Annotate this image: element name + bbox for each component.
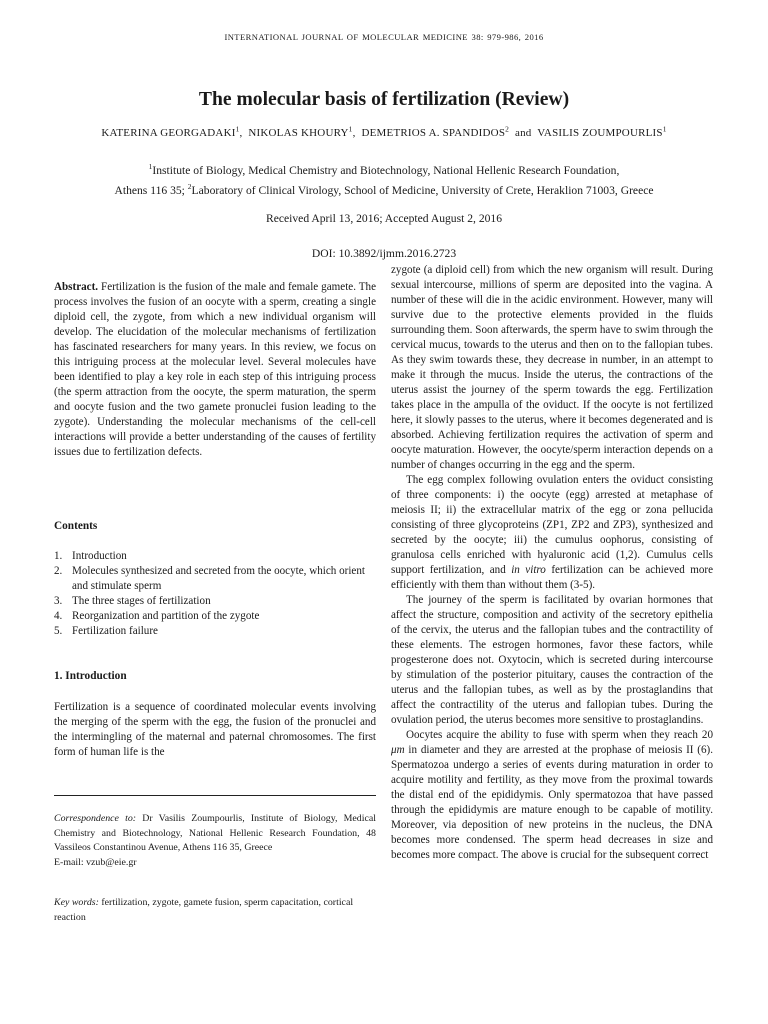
author-name: NIKOLAS KHOURY xyxy=(248,127,349,139)
author-list: KATERINA GEORGADAKI$^1$, NIKOLAS KHOURY$^1$, DEMETRIOS A. SPANDIDOS$^2$ and VASILIS ZOUMPOURLIS$^1$ xyxy=(101,124,667,139)
contents-item: 3. The three stages of fertilization xyxy=(54,595,211,607)
correspondence-text: Dr Vasilis Zoumpourlis, Institute of Biology, Medical Chemistry and Biotechnology, National Hellenic Research Foundation, 48 Vassileos Constantinou Avenue, Athens 116 35, Greece xyxy=(54,813,376,854)
affiliation-1: Institute of Biology, Medical Chemistry and Biotechnology, National Hellenic Research Foundation, xyxy=(152,164,620,177)
running-head: INTERNATIONAL JOURNAL OF MOLECULAR MEDICINE 38: 979-986, 2016 xyxy=(224,32,544,42)
author-affiliation-mark: 1 xyxy=(348,124,353,134)
affiliations xyxy=(0,161,768,201)
body-right-column xyxy=(391,263,713,863)
author-affiliation-mark: 1 xyxy=(235,124,240,134)
keywords-label: Key words: xyxy=(54,897,99,908)
author-conjunction: and xyxy=(515,127,532,139)
body-paragraph: The egg complex following ovulation enters the oviduct consisting of three components: i) the oocyte (egg) arrested at metaphase of meiosis II; ii) the extracellular matrix of the egg or zona pellucida consisting of three glycoproteins (ZP1, ZP2 and ZP3), synthesized and secreted by the oocyte; iii) the cumulus oophorus, consisting of granulosa cells enriched with hyaluronic acid (1,2). Cumulus cells support fertilization, and in vitro fertilization can be achieved more efficiently with them than without them (3-5). xyxy=(391,474,713,591)
author-affiliation-mark: 1 xyxy=(662,124,667,134)
contents-item: 5. Fertilization failure xyxy=(54,625,158,637)
author-name: KATERINA GEORGADAKI xyxy=(101,127,236,139)
affiliation-mark: 2 xyxy=(187,182,192,192)
body-paragraph: The journey of the sperm is facilitated by ovarian hormones that affect the structure, composition and activity of the secretory epithelia of the cervix, the uterus and the fallopian tubes and the contractility of these elements. The estrogen hormones, favor these factors, while progesterone does not. Oxytocin, which is secreted during intercourse by stimulation of the posterior pituitary, causes the contraction of the uterus and the fallopian tubes, as well as by the prostaglandins that affect the contractility of the uterus and fallopian tubes. During the ovulation period, the uterus becomes more sensitive to prostaglandins. xyxy=(391,594,713,726)
abstract xyxy=(54,280,376,460)
body-paragraph: zygote (a diploid cell) from which the new organism will result. During sexual intercourse, millions of sperm are deposited into the vagina. A number of these will die in the acidic environment. However, many will survive due to the protective elements provided in the fluids surrounding them. Soon afterwards, the sperm have to swim through the cervical mucus, towards to the uterus and then on to the fallopian tubes. As they swim towards these, they decrease in number, in an attempt to make it through the mucus. Inside the uterus, the contractions of the uterus assist the journey of the sperm towards the egg. Fertilization takes place in the ampulla of the oviduct. If the oocyte is not fertilized here, it slowly passes to the uterus, where it becomes degenerated and is absorbed. Achieving fertilization requires the activation of sperm and oocyte maturation. However, the oocyte/sperm interaction depends on a number of changes occurring in the egg and the sperm. xyxy=(391,264,713,471)
contents-item: 4. Reorganization and partition of the zygote xyxy=(54,610,260,622)
received-accepted-dates: Received April 13, 2016; Accepted August 2, 2016 xyxy=(265,212,503,225)
correspondence-email: E-mail: vzub@eie.gr xyxy=(54,856,137,868)
contents-item: 2. Molecules synthesized and secreted from the oocyte, which orient and stimulate sperm xyxy=(54,565,365,592)
introduction-text: Fertilization is a sequence of coordinated molecular events involving the merging of the sperm with the egg, the fusion of the pronuclei and the intermingling of the maternal and paternal chromosomes. The first form of human life is the xyxy=(54,701,376,758)
introduction-heading: 1. Introduction xyxy=(54,670,127,682)
doi: DOI: 10.3892/ijmm.2016.2723 xyxy=(311,247,457,260)
footnote-divider xyxy=(54,795,376,796)
contents-heading: Contents xyxy=(54,520,98,532)
correspondence-label: Correspondence to: xyxy=(54,813,137,824)
keywords xyxy=(54,896,376,925)
author-name: DEMETRIOS A. SPANDIDOS xyxy=(361,127,506,139)
abstract-text: Fertilization is the fusion of the male and female gamete. The process involves the fusion of an oocyte with a sperm, creating a single diploid cell, the zygote, from which a new individual organism will develop. The elucidation of the molecular mechanisms of fertilization has fascinated researchers for many years. In this review, we focus on this intriguing process at the molecular level. Several molecules have been identified to play a key role in each step of this intriguing process (the sperm attraction from the oocyte, the sperm maturation, the sperm and oocyte fusion and the two gamete pronuclei fusion leading to the zygote). Understanding the molecular mechanisms of the cell-cell interactions will provide a better understanding of the causes of fertility issues due to fertilization defects. xyxy=(54,281,376,458)
article-title: The molecular basis of fertilization (Review) xyxy=(198,89,570,110)
affiliation-2: Laboratory of Clinical Virology, School of Medicine, University of Crete, Heraklion 71003, Greece xyxy=(191,184,654,197)
affiliation-mark: 1 xyxy=(148,162,153,172)
body-paragraph: Oocytes acquire the ability to fuse with sperm when they reach 20 μm in diameter and they are arrested at the prophase of meiosis II (6). Spermatozoa undergo a series of events during maturation in order to acquire motility and fertility, as they move from the proximal towards the distal end of the epididymis. Only spermatozoa that have passed through the epididymis are mature enough to be capable of motility. Moreover, via deposition of new proteins in the nucleus, the DNA becomes more condensed. The sperm head decreases in size and becomes more compact. The above is crucial for the subsequent correct xyxy=(391,729,713,861)
contents-item: 1. Introduction xyxy=(54,550,127,562)
abstract-label: Abstract. xyxy=(54,281,99,293)
contents-list xyxy=(54,549,376,639)
keywords-text: fertilization, zygote, gamete fusion, sperm capacitation, cortical reaction xyxy=(54,897,354,923)
author-name: VASILIS ZOUMPOURLIS xyxy=(537,127,663,139)
author-affiliation-mark: 2 xyxy=(505,124,510,134)
affiliation-1-cont: Athens 116 35; xyxy=(114,184,185,197)
correspondence-note xyxy=(54,812,376,870)
